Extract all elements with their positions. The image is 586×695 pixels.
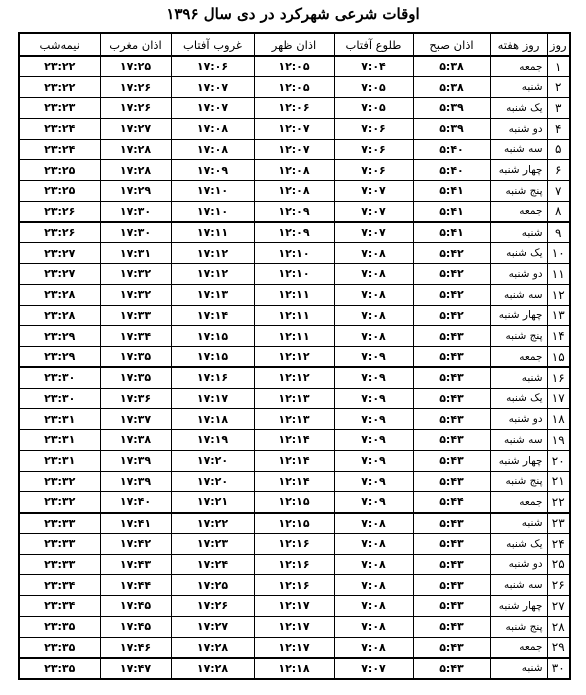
cell-sunset: ۱۷:۲۶ <box>171 596 254 617</box>
cell-weekday: سه شنبه <box>490 284 547 305</box>
cell-weekday: شنبه <box>490 367 547 388</box>
page-title: اوقات شرعی شهرکرد در دی سال ۱۳۹۶ <box>166 5 420 23</box>
cell-maghrib: ۱۷:۳۲ <box>100 284 171 305</box>
cell-midnight: ۲۳:۲۶ <box>19 201 100 222</box>
cell-sunset: ۱۷:۲۱ <box>171 492 254 513</box>
cell-dhuhr: ۱۲:۱۷ <box>254 637 334 658</box>
cell-weekday: دو شنبه <box>490 554 547 575</box>
table-row <box>19 326 570 347</box>
cell-fajr: ۵:۴۳ <box>413 554 490 575</box>
table-row <box>19 181 570 202</box>
cell-fajr: ۵:۴۰ <box>413 160 490 181</box>
cell-day: ۴ <box>547 118 570 139</box>
cell-dhuhr: ۱۲:۱۶ <box>254 533 334 554</box>
header-fajr: اذان صبح <box>413 33 490 56</box>
cell-fajr: ۵:۴۳ <box>413 658 490 679</box>
cell-sunrise: ۷:۰۸ <box>334 513 413 534</box>
cell-midnight: ۲۳:۳۱ <box>19 409 100 430</box>
cell-fajr: ۵:۳۹ <box>413 118 490 139</box>
cell-midnight: ۲۳:۲۸ <box>19 305 100 326</box>
cell-weekday: پنج شنبه <box>490 181 547 202</box>
cell-sunset: ۱۷:۱۹ <box>171 430 254 451</box>
cell-sunset: ۱۷:۰۷ <box>171 98 254 119</box>
cell-sunrise: ۷:۰۷ <box>334 222 413 243</box>
cell-fajr: ۵:۳۹ <box>413 98 490 119</box>
cell-fajr: ۵:۴۳ <box>413 471 490 492</box>
cell-sunset: ۱۷:۱۳ <box>171 284 254 305</box>
cell-weekday: شنبه <box>490 222 547 243</box>
cell-sunset: ۱۷:۱۶ <box>171 367 254 388</box>
cell-weekday: پنج شنبه <box>490 616 547 637</box>
cell-day: ۲۶ <box>547 575 570 596</box>
cell-fajr: ۵:۴۳ <box>413 575 490 596</box>
cell-sunrise: ۷:۰۹ <box>334 409 413 430</box>
cell-dhuhr: ۱۲:۱۰ <box>254 264 334 285</box>
cell-sunrise: ۷:۰۶ <box>334 139 413 160</box>
cell-dhuhr: ۱۲:۰۹ <box>254 222 334 243</box>
cell-weekday: چهار شنبه <box>490 160 547 181</box>
cell-maghrib: ۱۷:۳۴ <box>100 326 171 347</box>
cell-midnight: ۲۳:۲۲ <box>19 77 100 98</box>
cell-fajr: ۵:۴۰ <box>413 139 490 160</box>
cell-midnight: ۲۳:۳۴ <box>19 575 100 596</box>
cell-weekday: جمعه <box>490 347 547 368</box>
prayer-times-table <box>18 32 571 680</box>
cell-sunset: ۱۷:۱۱ <box>171 222 254 243</box>
cell-fajr: ۵:۴۱ <box>413 222 490 243</box>
cell-dhuhr: ۱۲:۰۵ <box>254 77 334 98</box>
table-row <box>19 77 570 98</box>
cell-sunset: ۱۷:۰۷ <box>171 77 254 98</box>
cell-maghrib: ۱۷:۴۳ <box>100 554 171 575</box>
cell-fajr: ۵:۴۳ <box>413 450 490 471</box>
cell-dhuhr: ۱۲:۰۹ <box>254 201 334 222</box>
header-midnight: نیمه‌شب <box>19 33 100 56</box>
cell-sunrise: ۷:۰۸ <box>334 326 413 347</box>
cell-midnight: ۲۳:۳۱ <box>19 450 100 471</box>
cell-weekday: یک شنبه <box>490 243 547 264</box>
cell-sunrise: ۷:۰۸ <box>334 616 413 637</box>
cell-day: ۲۲ <box>547 492 570 513</box>
cell-maghrib: ۱۷:۲۶ <box>100 98 171 119</box>
cell-sunrise: ۷:۰۸ <box>334 305 413 326</box>
table-row <box>19 222 570 243</box>
table-row <box>19 243 570 264</box>
cell-dhuhr: ۱۲:۱۴ <box>254 430 334 451</box>
cell-weekday: جمعه <box>490 56 547 77</box>
cell-sunset: ۱۷:۲۸ <box>171 658 254 679</box>
cell-midnight: ۲۳:۳۳ <box>19 533 100 554</box>
cell-maghrib: ۱۷:۲۹ <box>100 181 171 202</box>
cell-sunset: ۱۷:۱۵ <box>171 347 254 368</box>
cell-dhuhr: ۱۲:۱۵ <box>254 492 334 513</box>
cell-maghrib: ۱۷:۳۳ <box>100 305 171 326</box>
cell-weekday: جمعه <box>490 201 547 222</box>
cell-weekday: شنبه <box>490 658 547 679</box>
cell-maghrib: ۱۷:۳۹ <box>100 450 171 471</box>
cell-sunset: ۱۷:۱۸ <box>171 409 254 430</box>
cell-sunrise: ۷:۰۹ <box>334 367 413 388</box>
cell-weekday: جمعه <box>490 637 547 658</box>
cell-midnight: ۲۳:۲۵ <box>19 181 100 202</box>
cell-sunrise: ۷:۰۵ <box>334 98 413 119</box>
cell-sunrise: ۷:۰۷ <box>334 181 413 202</box>
cell-midnight: ۲۳:۲۷ <box>19 264 100 285</box>
cell-weekday: جمعه <box>490 492 547 513</box>
cell-sunset: ۱۷:۰۶ <box>171 56 254 77</box>
cell-weekday: یک شنبه <box>490 533 547 554</box>
cell-dhuhr: ۱۲:۱۱ <box>254 284 334 305</box>
cell-midnight: ۲۳:۳۵ <box>19 616 100 637</box>
cell-midnight: ۲۳:۲۹ <box>19 326 100 347</box>
cell-dhuhr: ۱۲:۱۷ <box>254 616 334 637</box>
cell-day: ۱۶ <box>547 367 570 388</box>
cell-weekday: شنبه <box>490 77 547 98</box>
cell-sunset: ۱۷:۲۵ <box>171 575 254 596</box>
cell-sunrise: ۷:۰۴ <box>334 56 413 77</box>
cell-sunset: ۱۷:۱۲ <box>171 243 254 264</box>
cell-weekday: دو شنبه <box>490 118 547 139</box>
cell-midnight: ۲۳:۳۰ <box>19 388 100 409</box>
table-row <box>19 430 570 451</box>
cell-sunset: ۱۷:۰۸ <box>171 139 254 160</box>
cell-dhuhr: ۱۲:۱۸ <box>254 658 334 679</box>
cell-maghrib: ۱۷:۳۸ <box>100 430 171 451</box>
cell-sunset: ۱۷:۲۲ <box>171 513 254 534</box>
cell-day: ۲۵ <box>547 554 570 575</box>
cell-maghrib: ۱۷:۲۸ <box>100 139 171 160</box>
cell-day: ۲۹ <box>547 637 570 658</box>
cell-fajr: ۵:۴۲ <box>413 243 490 264</box>
cell-midnight: ۲۳:۳۲ <box>19 471 100 492</box>
cell-sunset: ۱۷:۲۰ <box>171 471 254 492</box>
table-header-row <box>19 33 570 56</box>
cell-sunrise: ۷:۰۸ <box>334 637 413 658</box>
cell-maghrib: ۱۷:۳۰ <box>100 201 171 222</box>
cell-maghrib: ۱۷:۲۸ <box>100 160 171 181</box>
cell-maghrib: ۱۷:۳۹ <box>100 471 171 492</box>
table-row <box>19 596 570 617</box>
cell-day: ۵ <box>547 139 570 160</box>
cell-sunset: ۱۷:۰۹ <box>171 160 254 181</box>
table-row <box>19 139 570 160</box>
cell-dhuhr: ۱۲:۱۳ <box>254 388 334 409</box>
header-maghrib: اذان مغرب <box>100 33 171 56</box>
cell-dhuhr: ۱۲:۰۵ <box>254 56 334 77</box>
table-row <box>19 201 570 222</box>
cell-day: ۱۱ <box>547 264 570 285</box>
cell-maghrib: ۱۷:۲۶ <box>100 77 171 98</box>
cell-sunrise: ۷:۰۸ <box>334 554 413 575</box>
cell-sunset: ۱۷:۲۳ <box>171 533 254 554</box>
cell-dhuhr: ۱۲:۱۳ <box>254 409 334 430</box>
cell-sunrise: ۷:۰۹ <box>334 430 413 451</box>
cell-sunset: ۱۷:۱۴ <box>171 305 254 326</box>
cell-day: ۲۰ <box>547 450 570 471</box>
cell-weekday: پنج شنبه <box>490 326 547 347</box>
cell-fajr: ۵:۴۲ <box>413 305 490 326</box>
cell-day: ۱۰ <box>547 243 570 264</box>
cell-fajr: ۵:۴۳ <box>413 326 490 347</box>
cell-dhuhr: ۱۲:۰۸ <box>254 181 334 202</box>
cell-weekday: پنج شنبه <box>490 471 547 492</box>
cell-maghrib: ۱۷:۲۷ <box>100 118 171 139</box>
cell-fajr: ۵:۴۴ <box>413 492 490 513</box>
cell-fajr: ۵:۴۳ <box>413 367 490 388</box>
cell-fajr: ۵:۴۳ <box>413 430 490 451</box>
cell-dhuhr: ۱۲:۱۲ <box>254 347 334 368</box>
cell-midnight: ۲۳:۳۳ <box>19 554 100 575</box>
cell-maghrib: ۱۷:۳۲ <box>100 264 171 285</box>
cell-maghrib: ۱۷:۴۰ <box>100 492 171 513</box>
cell-sunset: ۱۷:۲۰ <box>171 450 254 471</box>
header-day: روز <box>547 33 570 56</box>
cell-weekday: دو شنبه <box>490 264 547 285</box>
cell-day: ۲۸ <box>547 616 570 637</box>
cell-maghrib: ۱۷:۴۷ <box>100 658 171 679</box>
cell-sunset: ۱۷:۱۵ <box>171 326 254 347</box>
table-row <box>19 492 570 513</box>
cell-midnight: ۲۳:۲۶ <box>19 222 100 243</box>
table-row <box>19 56 570 77</box>
cell-midnight: ۲۳:۳۱ <box>19 430 100 451</box>
cell-fajr: ۵:۴۳ <box>413 347 490 368</box>
cell-fajr: ۵:۴۳ <box>413 596 490 617</box>
table-row <box>19 575 570 596</box>
cell-dhuhr: ۱۲:۱۱ <box>254 326 334 347</box>
cell-day: ۱۲ <box>547 284 570 305</box>
cell-dhuhr: ۱۲:۱۶ <box>254 554 334 575</box>
cell-day: ۱۷ <box>547 388 570 409</box>
cell-midnight: ۲۳:۳۵ <box>19 658 100 679</box>
cell-fajr: ۵:۴۳ <box>413 388 490 409</box>
cell-sunrise: ۷:۰۸ <box>334 533 413 554</box>
cell-midnight: ۲۳:۳۵ <box>19 637 100 658</box>
cell-fajr: ۵:۴۳ <box>413 533 490 554</box>
cell-day: ۱۹ <box>547 430 570 451</box>
cell-maghrib: ۱۷:۴۱ <box>100 513 171 534</box>
cell-midnight: ۲۳:۲۳ <box>19 98 100 119</box>
cell-sunrise: ۷:۰۹ <box>334 347 413 368</box>
cell-fajr: ۵:۴۳ <box>413 409 490 430</box>
cell-fajr: ۵:۳۸ <box>413 77 490 98</box>
cell-day: ۱ <box>547 56 570 77</box>
cell-day: ۱۳ <box>547 305 570 326</box>
cell-dhuhr: ۱۲:۱۴ <box>254 450 334 471</box>
cell-maghrib: ۱۷:۳۶ <box>100 388 171 409</box>
table-row <box>19 513 570 534</box>
cell-midnight: ۲۳:۳۳ <box>19 513 100 534</box>
cell-sunset: ۱۷:۱۰ <box>171 201 254 222</box>
cell-midnight: ۲۳:۲۵ <box>19 160 100 181</box>
cell-maghrib: ۱۷:۴۵ <box>100 596 171 617</box>
cell-weekday: دو شنبه <box>490 409 547 430</box>
header-dhuhr: اذان ظهر <box>254 33 334 56</box>
cell-midnight: ۲۳:۲۸ <box>19 284 100 305</box>
cell-weekday: سه شنبه <box>490 575 547 596</box>
cell-sunrise: ۷:۰۷ <box>334 201 413 222</box>
header-sunrise: طلوع آفتاب <box>334 33 413 56</box>
cell-day: ۲ <box>547 77 570 98</box>
cell-weekday: شنبه <box>490 513 547 534</box>
cell-fajr: ۵:۳۸ <box>413 56 490 77</box>
cell-sunrise: ۷:۰۸ <box>334 596 413 617</box>
cell-dhuhr: ۱۲:۰۷ <box>254 139 334 160</box>
cell-maghrib: ۱۷:۴۴ <box>100 575 171 596</box>
cell-sunrise: ۷:۰۶ <box>334 160 413 181</box>
cell-weekday: چهار شنبه <box>490 305 547 326</box>
cell-maghrib: ۱۷:۴۵ <box>100 616 171 637</box>
table-body <box>19 56 570 679</box>
cell-day: ۶ <box>547 160 570 181</box>
cell-maghrib: ۱۷:۳۵ <box>100 347 171 368</box>
cell-sunrise: ۷:۰۵ <box>334 77 413 98</box>
cell-dhuhr: ۱۲:۱۵ <box>254 513 334 534</box>
cell-fajr: ۵:۴۳ <box>413 616 490 637</box>
table-row <box>19 98 570 119</box>
table-row <box>19 450 570 471</box>
cell-sunset: ۱۷:۲۴ <box>171 554 254 575</box>
cell-weekday: چهار شنبه <box>490 596 547 617</box>
cell-maghrib: ۱۷:۳۰ <box>100 222 171 243</box>
cell-sunrise: ۷:۰۹ <box>334 471 413 492</box>
cell-fajr: ۵:۴۲ <box>413 284 490 305</box>
cell-weekday: یک شنبه <box>490 388 547 409</box>
table-row <box>19 658 570 679</box>
cell-sunset: ۱۷:۲۷ <box>171 616 254 637</box>
table-row <box>19 347 570 368</box>
cell-weekday: سه شنبه <box>490 430 547 451</box>
cell-day: ۱۸ <box>547 409 570 430</box>
cell-dhuhr: ۱۲:۱۷ <box>254 596 334 617</box>
cell-dhuhr: ۱۲:۰۶ <box>254 98 334 119</box>
cell-maghrib: ۱۷:۴۲ <box>100 533 171 554</box>
header-weekday: روز هفته <box>490 33 547 56</box>
cell-maghrib: ۱۷:۳۱ <box>100 243 171 264</box>
cell-sunrise: ۷:۰۹ <box>334 492 413 513</box>
table-row <box>19 409 570 430</box>
cell-weekday: چهار شنبه <box>490 450 547 471</box>
cell-day: ۱۵ <box>547 347 570 368</box>
cell-maghrib: ۱۷:۳۷ <box>100 409 171 430</box>
cell-sunrise: ۷:۰۸ <box>334 243 413 264</box>
table-row <box>19 554 570 575</box>
table-row <box>19 118 570 139</box>
cell-weekday: یک شنبه <box>490 98 547 119</box>
cell-dhuhr: ۱۲:۱۴ <box>254 471 334 492</box>
cell-midnight: ۲۳:۲۲ <box>19 56 100 77</box>
cell-sunset: ۱۷:۱۷ <box>171 388 254 409</box>
table-row <box>19 160 570 181</box>
cell-midnight: ۲۳:۲۴ <box>19 139 100 160</box>
cell-dhuhr: ۱۲:۱۲ <box>254 367 334 388</box>
cell-sunrise: ۷:۰۶ <box>334 118 413 139</box>
cell-sunrise: ۷:۰۹ <box>334 388 413 409</box>
cell-midnight: ۲۳:۲۴ <box>19 118 100 139</box>
table-row <box>19 305 570 326</box>
table-row <box>19 471 570 492</box>
cell-sunset: ۱۷:۰۸ <box>171 118 254 139</box>
cell-midnight: ۲۳:۳۰ <box>19 367 100 388</box>
cell-maghrib: ۱۷:۳۵ <box>100 367 171 388</box>
table-row <box>19 388 570 409</box>
cell-fajr: ۵:۴۳ <box>413 637 490 658</box>
table-row <box>19 616 570 637</box>
cell-dhuhr: ۱۲:۱۱ <box>254 305 334 326</box>
cell-dhuhr: ۱۲:۱۰ <box>254 243 334 264</box>
table-row <box>19 533 570 554</box>
cell-day: ۲۱ <box>547 471 570 492</box>
cell-sunrise: ۷:۰۸ <box>334 284 413 305</box>
table-row <box>19 367 570 388</box>
cell-sunrise: ۷:۰۹ <box>334 450 413 471</box>
cell-fajr: ۵:۴۱ <box>413 201 490 222</box>
table-row <box>19 264 570 285</box>
cell-day: ۳۰ <box>547 658 570 679</box>
cell-day: ۱۴ <box>547 326 570 347</box>
cell-sunset: ۱۷:۱۲ <box>171 264 254 285</box>
cell-fajr: ۵:۴۱ <box>413 181 490 202</box>
cell-fajr: ۵:۴۲ <box>413 264 490 285</box>
cell-dhuhr: ۱۲:۰۷ <box>254 118 334 139</box>
cell-maghrib: ۱۷:۲۵ <box>100 56 171 77</box>
cell-sunset: ۱۷:۲۸ <box>171 637 254 658</box>
table-row <box>19 284 570 305</box>
cell-day: ۷ <box>547 181 570 202</box>
cell-day: ۸ <box>547 201 570 222</box>
cell-dhuhr: ۱۲:۱۶ <box>254 575 334 596</box>
cell-day: ۲۷ <box>547 596 570 617</box>
cell-day: ۹ <box>547 222 570 243</box>
cell-midnight: ۲۳:۲۹ <box>19 347 100 368</box>
cell-sunrise: ۷:۰۷ <box>334 658 413 679</box>
table-row <box>19 637 570 658</box>
cell-sunset: ۱۷:۱۰ <box>171 181 254 202</box>
cell-dhuhr: ۱۲:۰۸ <box>254 160 334 181</box>
cell-sunrise: ۷:۰۸ <box>334 264 413 285</box>
cell-maghrib: ۱۷:۴۶ <box>100 637 171 658</box>
cell-sunrise: ۷:۰۸ <box>334 575 413 596</box>
cell-weekday: سه شنبه <box>490 139 547 160</box>
header-sunset: غروب آفتاب <box>171 33 254 56</box>
cell-midnight: ۲۳:۳۴ <box>19 596 100 617</box>
cell-fajr: ۵:۴۳ <box>413 513 490 534</box>
cell-day: ۳ <box>547 98 570 119</box>
cell-day: ۲۳ <box>547 513 570 534</box>
cell-day: ۲۴ <box>547 533 570 554</box>
cell-midnight: ۲۳:۳۲ <box>19 492 100 513</box>
cell-midnight: ۲۳:۲۷ <box>19 243 100 264</box>
